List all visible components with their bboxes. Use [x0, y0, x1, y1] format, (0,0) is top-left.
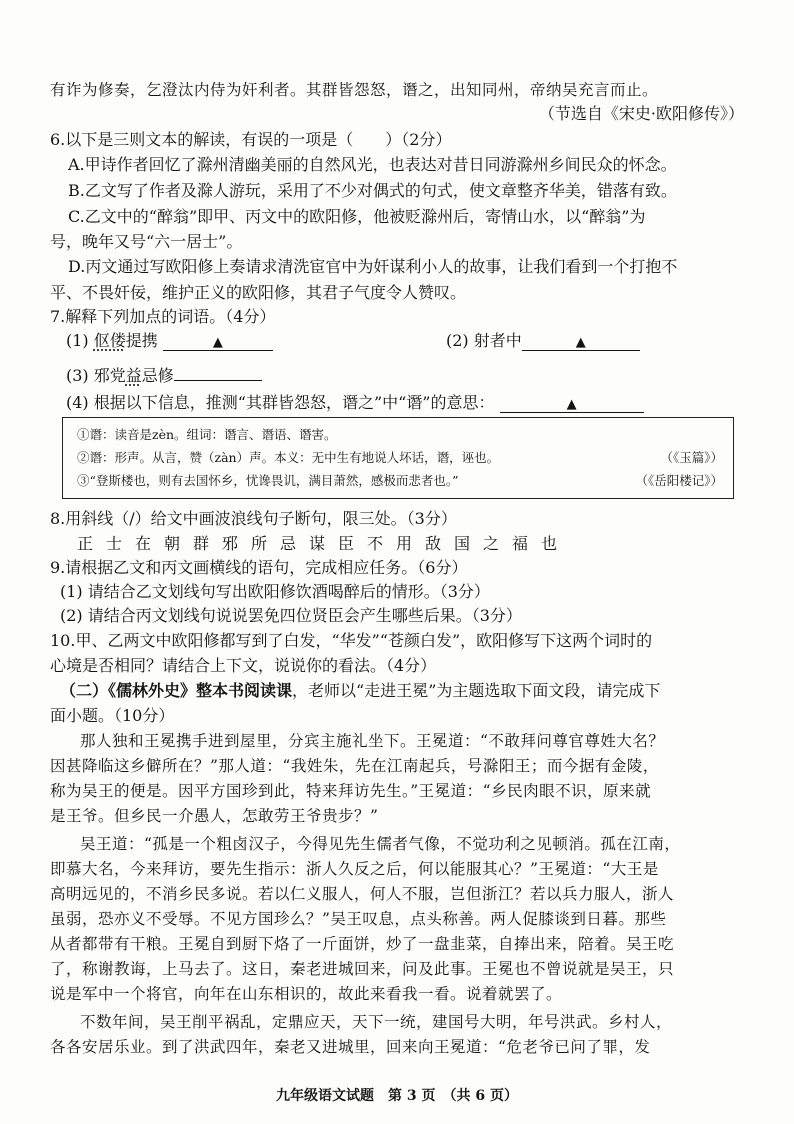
passage-line: 说是军中一个将官，向年在山东相识的，故此来看我一看。说着就罢了。 [50, 985, 563, 1003]
answer-blank-1[interactable]: ▲ [163, 332, 273, 351]
passage-line: 了，称谢教诲，上马去了。这日，秦老进城回来，问及此事。王冕也不曾说就是吴王，只 [50, 960, 675, 978]
reference-line-3: ③“登斯楼也，则有去国怀乡，忧谗畏讥，满目萧然，感极而悲者也。” （《岳阳楼记》） [77, 473, 723, 488]
q7-item-3: (3) 邪党益忌修 [66, 362, 744, 386]
section-2-heading: （二）《儒林外史》整本书阅读课，老师以“走进王冕”为主题选取下面文段，请完成下 [60, 681, 661, 700]
q10-line-1: 10.甲、乙两文中欧阳修都写到了白发，“华发”“苍颜白发”，欧阳修写下这两个词时的 [50, 631, 653, 650]
answer-blank-2[interactable]: ▲ [522, 332, 640, 351]
q6-stem: 6.以下是三则文本的解读，有误的一项是（ ）（2分） [50, 130, 452, 149]
q7-item-2: (2) 射者中 ▲ [446, 331, 640, 351]
q6-option-d-line2: 平、不畏奸佞，维护正义的欧阳修，其君子气度令人赞叹。 [50, 283, 467, 302]
page-footer: 九年级语文试题 第 3 页 （共 6 页） [276, 1088, 518, 1104]
q6-option-c-line1: C.乙文中的“醉翁”即甲、丙文中的欧阳修，他被贬滁州后，寄情山水，以“醉翁”为 [68, 207, 646, 226]
dotted-word: 伛偻 [93, 331, 126, 350]
q8-sentence: 正士在朝群邪所忌谋臣不用敌国之福也 [77, 534, 571, 553]
intro-source: （节选自《宋史·欧阳修传》） [538, 104, 744, 123]
q7-item-1: (1) 伛偻提携 ▲ [66, 331, 744, 351]
passage-line: 不数年间，吴王削平祸乱，定鼎应天，天下一统，建国号大明，年号洪武。乡村人， [80, 1013, 673, 1031]
q8-stem: 8.用斜线（/）给文中画波浪线句子断句，限三处。（3分） [50, 509, 457, 528]
q6-option-a: A.甲诗作者回忆了滁州清幽美丽的自然风光，也表达对昔日同游滁州乡间民众的怀念。 [68, 155, 677, 174]
q9-stem: 9.请根据乙文和丙文画横线的语句，完成相应任务。（6分） [50, 558, 468, 577]
reference-line-2: ②谮：形声。从言，赞（zàn）声。本义：无中生有地说人坏话，谮，诬也。 （《玉篇》） [77, 450, 723, 465]
passage-line: 因甚降临这乡僻所在？”那人道：“我姓朱，先在江南起兵，号滁阳王；而今据有金陵， [50, 757, 659, 775]
passage-line: 是王爷。但乡民一介愚人，怎敢劳王爷贵步？” [50, 807, 379, 825]
passage-line: 各各安居乐业。到了洪武四年，秦老又进城里，回来向王冕道：“危老爷已问了罪，发 [50, 1038, 651, 1056]
q7-item-4: (4) 根据以下信息，推测“其群皆怨怒，谮之”中“谮”的意思： ▲ [66, 393, 744, 413]
answer-blank-4[interactable]: ▲ [500, 394, 644, 413]
passage-line: 称为吴王的便是。因平方国珍到此，特来拜访先生。”王冕道：“乡民肉眼不识，原来就 [50, 782, 652, 800]
q9-sub-2: (2) 请结合丙文划线句说说罢免四位贤臣会产生哪些后果。（3分） [60, 606, 522, 625]
passage-line: 虽弱，恐亦义不受辱。不见方国珍么？”吴王叹息，点头称善。两人促膝谈到日暮。那些 [50, 910, 667, 928]
reference-line-1: ①谮：读音是zèn。组词：谮言、谮语、谮害。 [77, 427, 337, 442]
dotted-word: 益 [125, 366, 142, 385]
answer-blank-3[interactable] [174, 362, 262, 381]
q6-option-b: B.乙文写了作者及滁人游玩，采用了不少对偶式的句式，使文章整齐华美，错落有致。 [68, 181, 677, 200]
q10-line-2: 心境是否相同？请结合上下文，说说你的看法。（4分） [50, 656, 437, 675]
q9-sub-1: (1) 请结合乙文划线句写出欧阳修饮酒喝醉后的情形。（3分） [60, 582, 490, 601]
passage-line: 吴王道：“孤是一个粗卤汉子，今得见先生儒者气像，不觉功利之见顿消。孤在江南， [80, 835, 681, 853]
intro-text: 有诈为修奏，乞澄汰内侍为奸利者。其群皆怨怒，谮之，出知同州，帝纳吴充言而止。 [50, 81, 659, 99]
q6-option-c-line2: 号，晚年又号“六一居士”。 [50, 232, 243, 251]
q6-option-d-line1: D.丙文通过写欧阳修上奏请求清洗宦官中为奸谋利小人的故事，让我们看到一个打抱不 [68, 257, 678, 276]
section-2-heading-cont: 面小题。（10分） [50, 706, 175, 725]
passage-line: 高明远见的，不消乡民多说。若以仁义服人，何人不服，岂但浙江？若以兵力服人，浙人 [50, 885, 675, 903]
q7-stem: 7.解释下列加点的词语。（4分） [50, 307, 276, 326]
passage-line: 那人独和王冕携手进到屋里，分宾主施礼坐下。王冕道：“不敢拜问尊官尊姓大名？ [80, 732, 665, 750]
passage-line: 即慕大名，今来拜访，要先生指示：浙人久反之后，何以能服其心？”王冕道：“大王是 [50, 860, 659, 878]
reference-box [62, 417, 734, 499]
passage-line: 从者都带有干粮。王冕自到厨下烙了一斤面饼，炒了一盘韭菜，自捧出来，陪着。吴王吃 [50, 935, 675, 953]
